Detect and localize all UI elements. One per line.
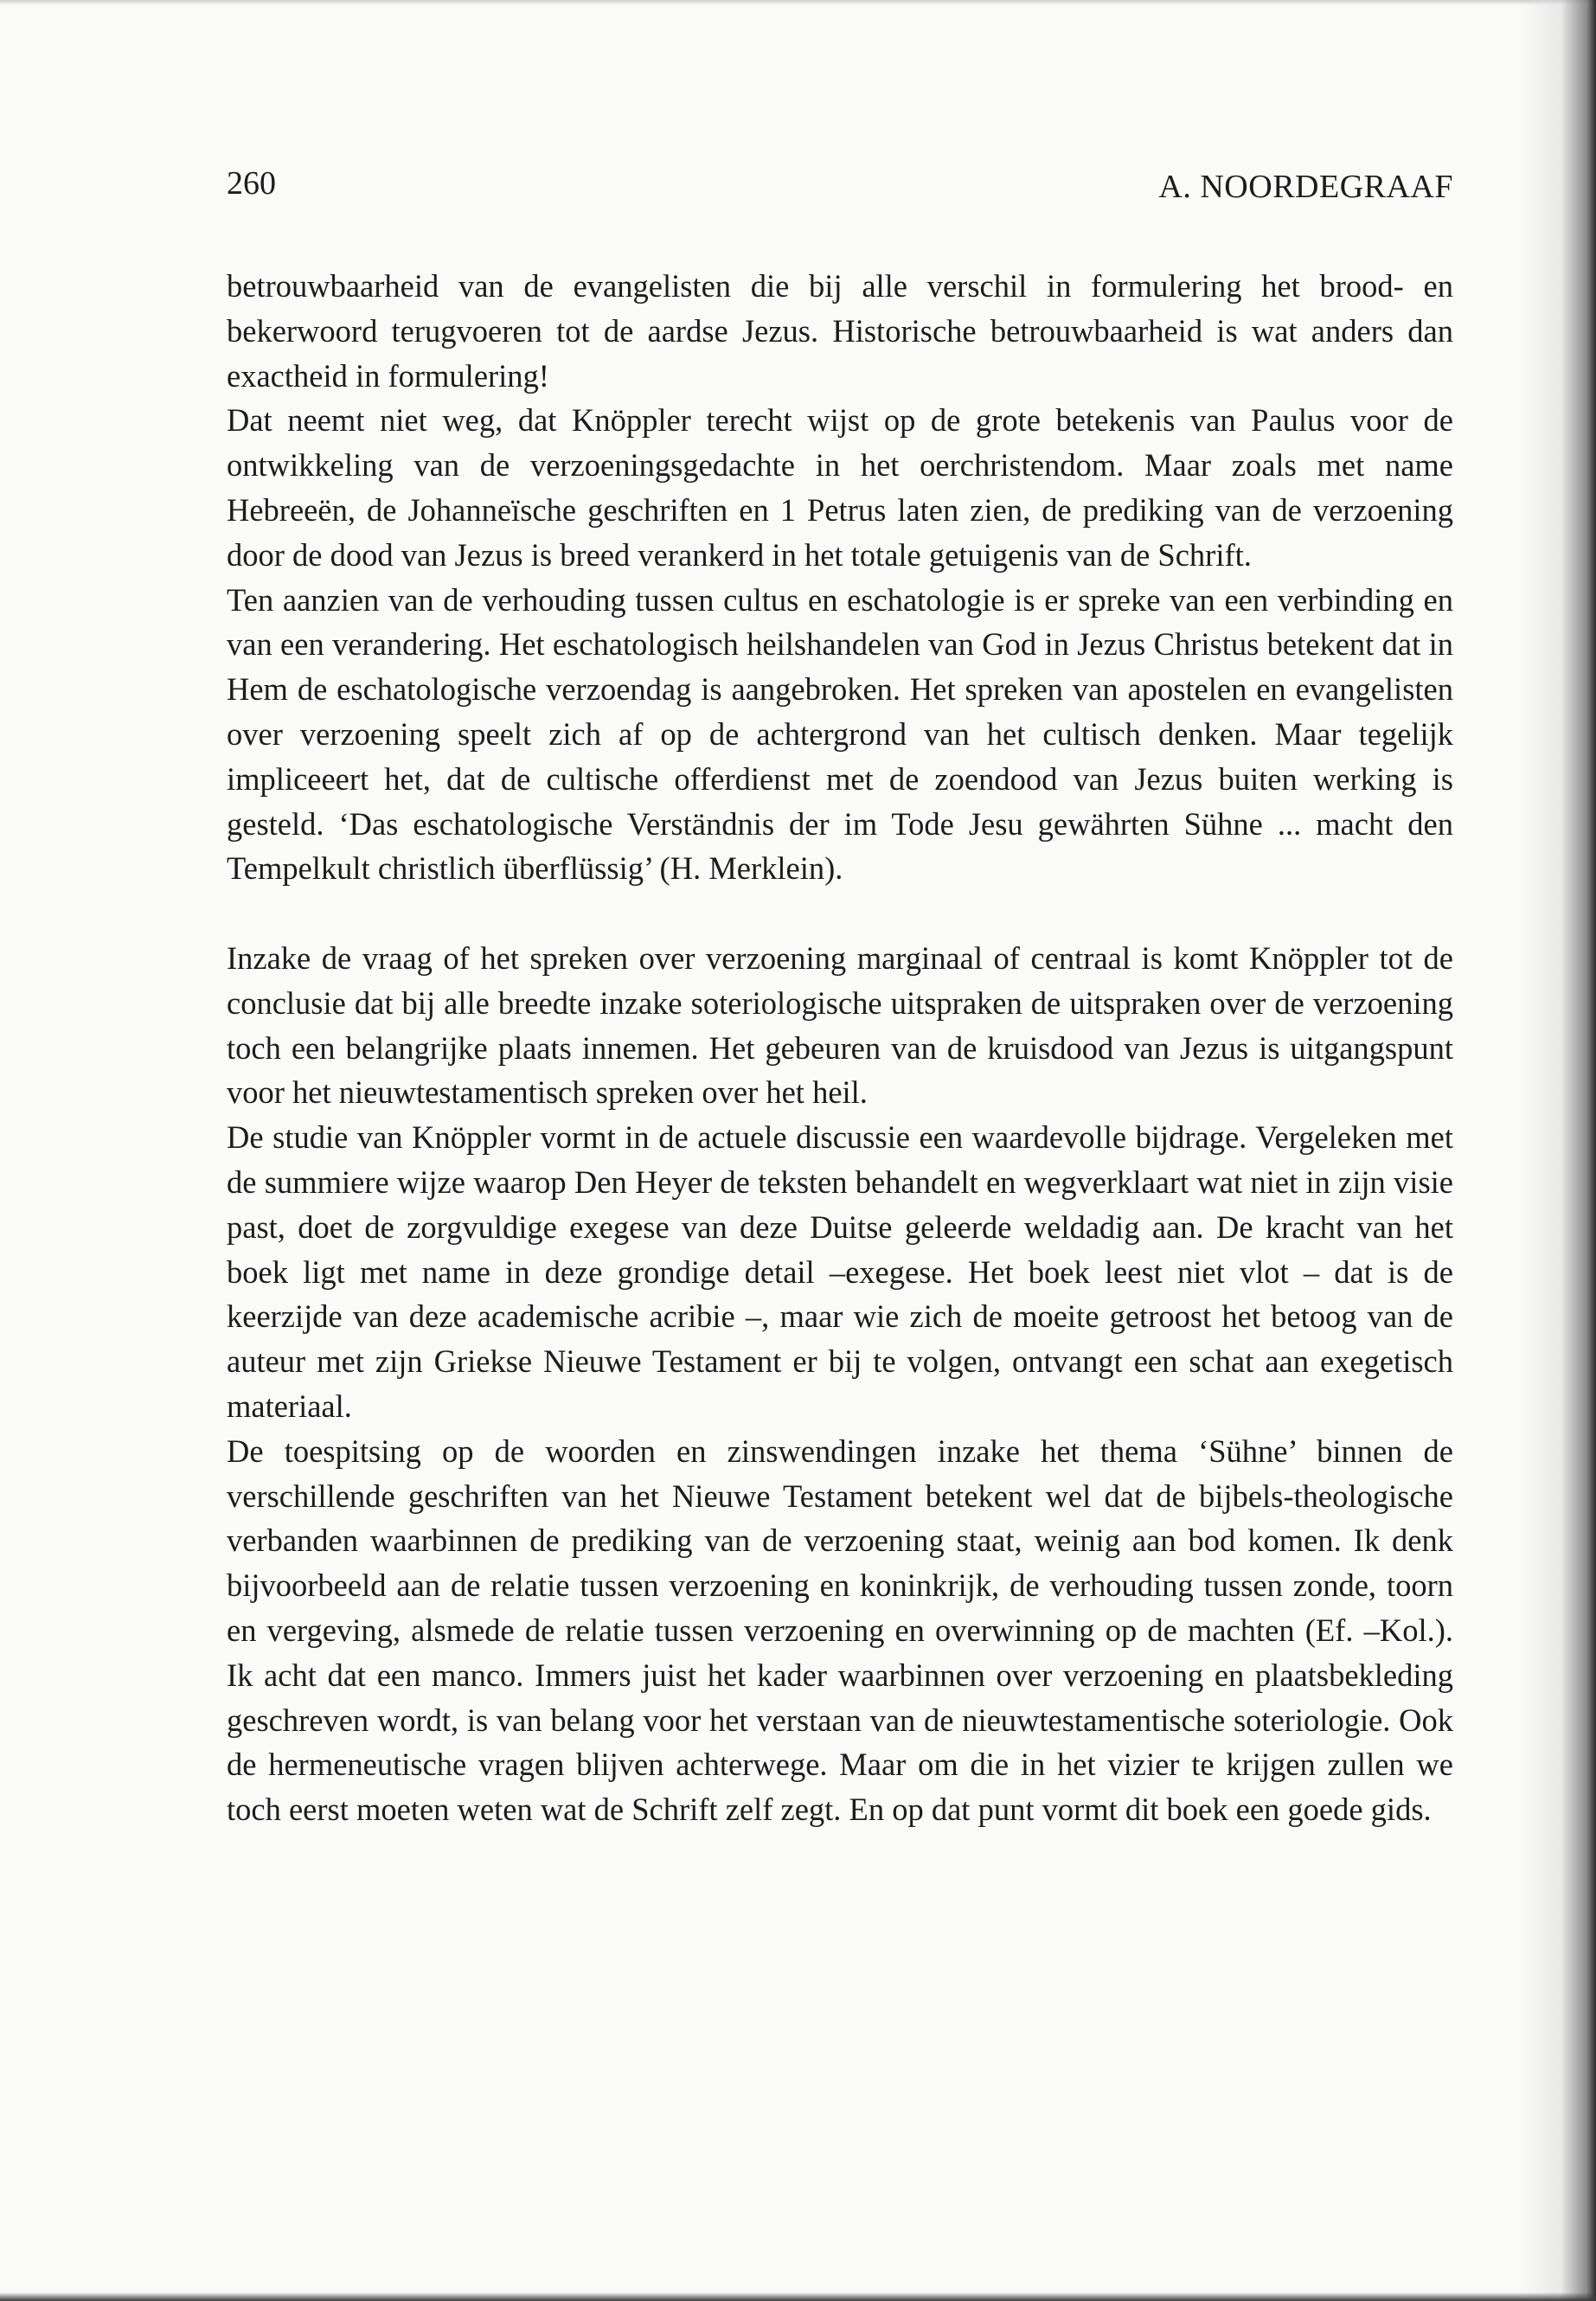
running-head-author: A. NOORDEGRAAF — [1158, 169, 1453, 205]
paragraph-3: Ten aanzien van de verhouding tussen cultus en eschatologie is er spreke van een verbinding en van een verandering. Het eschatologisch heilshandelen van God in Jezus Christus betekent dat in Hem de eschatologische verzoendag is aangebroken. Het spreken van apostelen en evangelisten over verzoening speelt zich af op de achtergrond van het cultisch denken. Maar tegelijk impliceeert het, dat de cultische offerdienst met de zoendood van Jezus buiten werking is gesteld. ‘Das eschatologische Verständnis der im Tode Jesu gewährten Sühne ... macht den Tempelkult christlich überflüssig’ (H. Merklein). — [227, 581, 1453, 887]
scan-top-edge — [0, 0, 1596, 5]
paragraph-6: De toespitsing op de woorden en zinswendingen inzake het thema ‘Sühne’ binnen de verschillende geschriften van het Nieuwe Testament betekent wel dat de bijbels-theologische verbanden waarbinnen de prediking van de verzoening staat, weinig aan bod komen. Ik denk bijvoorbeeld aan de relatie tussen verzoening en koninkrijk, de verhouding tussen zonde, toorn en vergeving, alsmede de relatie tussen verzoening en overwinning op de machten (Ef. –Kol.). Ik acht dat een manco. Immers juist het kader waarbinnen over verzoening en plaatsbekleding geschreven wordt, is van belang voor het verstaan van de nieuwtestamentische soteriologie. Ook de hermeneutische vragen blijven achterwege. Maar om die in het vizier te krijgen zullen we toch eerst moeten weten wat de Schrift zelf zegt. En op dat punt vormt dit boek een goede gids. — [227, 1433, 1453, 1828]
paragraph-1: betrouwbaarheid van de evangelisten die bij alle verschil in formulering het brood- en bekerwoord terugvoeren tot de aardse Jezus. Historische betrouwbaarheid is wat anders dan exactheid in formulering! — [227, 268, 1453, 394]
body-text — [227, 264, 1453, 1832]
scan-bottom-edge — [0, 2292, 1596, 2301]
scan-binding-shadow — [1518, 0, 1596, 2301]
paragraph-2: Dat neemt niet weg, dat Knöppler terecht wijst op de grote betekenis van Paulus voor de ontwikkeling van de verzoeningsgedachte in het oerchristendom. Maar zoals met name Hebreeën, de Johanneïsche geschriften en 1 Petrus laten zien, de prediking van de verzoening door de dood van Jezus is breed verankerd in het totale getuigenis van de Schrift. — [227, 402, 1453, 573]
paragraph-4: Inzake de vraag of het spreken over verzoening marginaal of centraal is komt Knöppler tot de conclusie dat bij alle breedte inzake soteriologische uitspraken de uitspraken over de verzoening toch een belangrijke plaats innemen. Het gebeuren van de kruisdood van Jezus is uitgangspunt voor het nieuwtestamentisch spreken over het heil. — [227, 939, 1453, 1111]
page-number: 260 — [227, 165, 276, 202]
page-header — [227, 164, 1453, 208]
paragraph-5: De studie van Knöppler vormt in de actuele discussie een waardevolle bijdrage. Vergeleken met de summiere wijze waarop Den Heyer de teksten behandelt en wegverklaart wat niet in zijn visie past, doet de zorgvuldige exegese van deze Duitse geleerde weldadig aan. De kracht van het boek ligt met name in deze grondige detail –exegese. Het boek leest niet vlot – dat is de keerzijde van deze academische acribie –, maar wie zich de moeite getroost het betoog van de auteur met zijn Griekse Nieuwe Testament er bij te volgen, ontvangt een schat aan exegetisch materiaal. — [227, 1119, 1453, 1424]
